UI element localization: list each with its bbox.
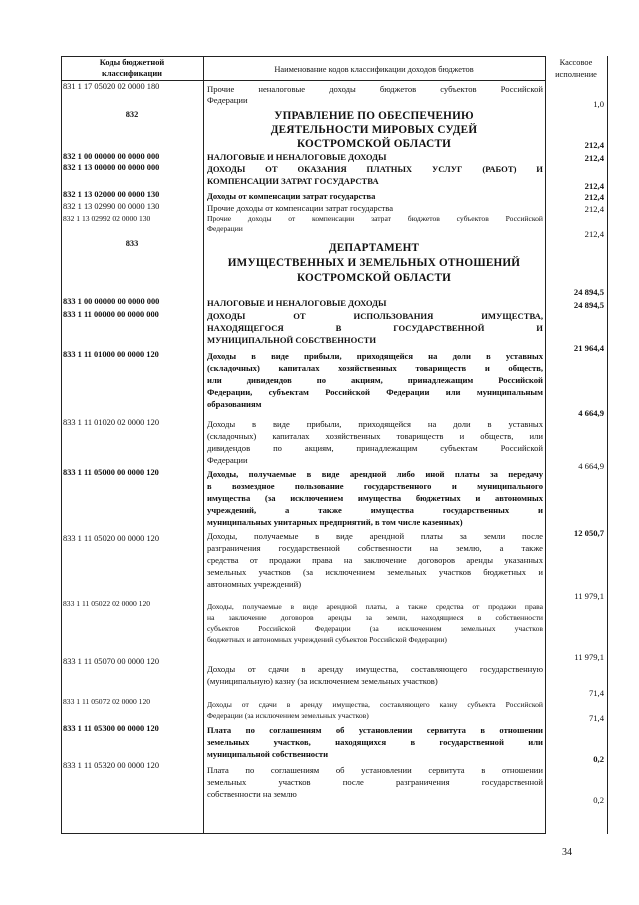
row-amount: 24 894,5 bbox=[573, 300, 604, 310]
row-amount: 4 664,9 bbox=[578, 408, 604, 418]
row-name: Федерации bbox=[207, 224, 243, 233]
row-name: в возмездное пользование государственного и муниципального bbox=[207, 481, 543, 491]
row-code: 832 1 13 02990 00 0000 130 bbox=[63, 202, 160, 211]
row-name: КОМПЕНСАЦИИ ЗАТРАТ ГОСУДАРСТВА bbox=[207, 176, 379, 186]
row-name: разграничения государственной собственности на землю, а также bbox=[207, 543, 543, 553]
row-name: автономных учреждений) bbox=[207, 579, 302, 589]
row-name: НАЛОГОВЫЕ И НЕНАЛОГОВЫЕ ДОХОДЫ bbox=[207, 152, 387, 162]
row-name: НАЛОГОВЫЕ И НЕНАЛОГОВЫЕ ДОХОДЫ bbox=[207, 298, 387, 308]
table-left-border bbox=[61, 56, 62, 834]
row-code: 831 1 17 05020 02 0000 180 bbox=[63, 82, 160, 91]
row-name: Доходы от компенсации затрат государства bbox=[207, 191, 376, 201]
row-name: ДОХОДЫ ОТ ОКАЗАНИЯ ПЛАТНЫХ УСЛУГ (РАБОТ) И bbox=[207, 164, 543, 174]
row-name: Федерации, субъектам Российской Федерации или муниципальным bbox=[207, 387, 543, 397]
row-name: МУНИЦИПАЛЬНОЙ СОБСТВЕННОСТИ bbox=[207, 335, 377, 345]
row-name: Доходы, получаемые в виде арендной платы, а также средства от продажи права bbox=[207, 602, 543, 611]
section-title: УПРАВЛЕНИЕ ПО ОБЕСПЕЧЕНИЮ bbox=[274, 110, 474, 122]
row-amount: 4 664,9 bbox=[578, 461, 604, 471]
row-name: Доходы, получаемые в виде арендной платы за земли после bbox=[207, 531, 543, 541]
row-amount: 11 979,1 bbox=[574, 591, 604, 601]
row-name: Прочие доходы от компенсации затрат бюджетов субъектов Российской bbox=[207, 214, 543, 223]
row-name: земельных участков (за исключением земельных участков бюджетных и bbox=[207, 567, 543, 577]
code-column-divider bbox=[203, 56, 204, 834]
row-name: Доходы, получаемые в виде арендной либо иной платы за передачу bbox=[207, 469, 543, 479]
row-name: муниципальных унитарных предприятий, в том числе казенных) bbox=[207, 517, 463, 527]
header-bottom-border bbox=[61, 80, 546, 81]
row-code: 833 1 11 05300 00 0000 120 bbox=[63, 724, 159, 733]
row-code: 833 1 11 00000 00 0000 000 bbox=[63, 310, 159, 319]
row-amount: 12 050,7 bbox=[573, 528, 604, 538]
row-name: НАХОДЯЩЕГОСЯ В ГОСУДАРСТВЕННОЙ И bbox=[207, 323, 543, 333]
row-name: имущества (за исключением имущества бюджетных и автономных bbox=[207, 493, 543, 503]
row-name: средства от продажи права на заключение договоров аренды указанных bbox=[207, 555, 543, 565]
row-code: 832 1 00 00000 00 0000 000 bbox=[63, 152, 160, 161]
row-amount: 24 894,5 bbox=[573, 287, 604, 297]
row-code: 833 1 11 05000 00 0000 120 bbox=[63, 468, 159, 477]
row-name: Прочие доходы от компенсации затрат государства bbox=[207, 203, 394, 213]
row-amount: 21 964,4 bbox=[573, 343, 604, 353]
row-name: Прочие неналоговые доходы бюджетов субъектов Российской bbox=[207, 84, 543, 94]
row-amount: 212,4 bbox=[584, 181, 604, 191]
row-amount: 11 979,1 bbox=[574, 652, 604, 662]
row-amount: 212,4 bbox=[584, 229, 604, 239]
table-bottom-border bbox=[61, 833, 546, 834]
row-code: 833 1 11 05072 02 0000 120 bbox=[63, 697, 151, 706]
header-amount-line2: исполнение bbox=[555, 70, 597, 79]
row-code: 833 1 11 05020 00 0000 120 bbox=[63, 534, 160, 543]
row-name: дивидендов по акциям, принадлежащим субъектам Российской bbox=[207, 443, 543, 453]
row-amount: 71,4 bbox=[588, 713, 604, 723]
row-name: (складочных) капиталах хозяйственных товариществ и обществ, bbox=[207, 363, 543, 373]
row-name: Доходы от сдачи в аренду имущества, составляющего казну субъекта Российской bbox=[207, 700, 543, 709]
section-title: КОСТРОМСКОЙ ОБЛАСТИ bbox=[296, 272, 452, 284]
row-name: ДОХОДЫ ОТ ИСПОЛЬЗОВАНИЯ ИМУЩЕСТВА, bbox=[207, 311, 543, 321]
row-name: Плата по соглашениям об установлении сервитута в отношении bbox=[207, 765, 543, 775]
page-number: 34 bbox=[562, 847, 572, 858]
row-amount: 212,4 bbox=[584, 192, 604, 202]
row-name: Федерации bbox=[207, 95, 248, 105]
header-code-line2: классификации bbox=[102, 69, 162, 78]
row-name: Доходы в виде прибыли, приходящейся на доли в уставных bbox=[207, 419, 543, 429]
row-code: 833 1 11 01020 02 0000 120 bbox=[63, 418, 160, 427]
row-name: субъектов Российской Федерации (за исключением земельных участков bbox=[207, 624, 543, 633]
row-name: муниципальной собственности bbox=[207, 749, 329, 759]
row-code: 833 1 11 01000 00 0000 120 bbox=[63, 350, 159, 359]
row-amount: 71,4 bbox=[588, 688, 604, 698]
section-title: КОСТРОМСКОЙ ОБЛАСТИ bbox=[296, 138, 452, 150]
section-title: ДЕЯТЕЛЬНОСТИ МИРОВЫХ СУДЕЙ bbox=[270, 124, 478, 136]
row-amount: 0,2 bbox=[593, 795, 604, 805]
row-name: (складочных) капиталах хозяйственных товариществ и обществ, или bbox=[207, 431, 543, 441]
row-name: учреждений, а также имущества государственных и bbox=[207, 505, 543, 515]
section-title: ИМУЩЕСТВЕННЫХ И ЗЕМЕЛЬНЫХ ОТНОШЕНИЙ bbox=[227, 257, 521, 269]
row-name: собственности на землю bbox=[207, 789, 297, 799]
section-title: ДЕПАРТАМЕНТ bbox=[328, 242, 420, 254]
row-name: (муниципальную) казну (за исключением земельных участков) bbox=[207, 676, 438, 686]
row-name: Федерации bbox=[207, 455, 248, 465]
row-code: 833 1 00 00000 00 0000 000 bbox=[63, 297, 160, 306]
header-name: Наименование кодов классификации доходов бюджетов bbox=[274, 65, 474, 74]
row-code: 832 1 13 02000 00 0000 130 bbox=[63, 190, 160, 199]
row-name: Плата по соглашениям об установлении сервитута в отношении bbox=[207, 725, 543, 735]
row-code: 832 1 13 02992 02 0000 130 bbox=[63, 214, 151, 223]
row-amount: 0,2 bbox=[593, 754, 604, 764]
table-top-border bbox=[61, 56, 546, 57]
row-amount: 212,4 bbox=[584, 153, 604, 163]
row-code: 833 1 11 05022 02 0000 120 bbox=[63, 599, 151, 608]
row-name: Федерации (за исключением земельных участков) bbox=[207, 711, 369, 720]
row-code: 832 1 13 00000 00 0000 000 bbox=[63, 163, 160, 172]
row-name: на заключение договоров аренды за земли, находящиеся в собственности bbox=[207, 613, 543, 622]
section-code: 833 bbox=[125, 239, 139, 248]
row-code: 833 1 11 05070 00 0000 120 bbox=[63, 657, 160, 666]
header-amount-line1: Кассовое bbox=[559, 58, 593, 67]
row-code: 833 1 11 05320 00 0000 120 bbox=[63, 761, 160, 770]
row-name: Доходы от сдачи в аренду имущества, составляющего государственную bbox=[207, 664, 543, 674]
row-amount: 212,4 bbox=[584, 204, 604, 214]
row-name: или дивидендов по акциям, принадлежащим Российской bbox=[207, 375, 543, 385]
row-name: бюджетных и автономных учреждений субъектов Российской Федерации) bbox=[207, 635, 447, 644]
row-amount: 212,4 bbox=[584, 140, 604, 150]
row-amount: 1,0 bbox=[593, 99, 604, 109]
section-code: 832 bbox=[125, 110, 139, 119]
row-name: Доходы в виде прибыли, приходящейся на доли в уставных bbox=[207, 351, 543, 361]
row-name: земельных участков, находящихся в государственной или bbox=[207, 737, 543, 747]
table-right-border bbox=[607, 56, 608, 834]
row-name: образованиям bbox=[207, 399, 262, 409]
row-name: земельных участков после разграничения государственной bbox=[207, 777, 543, 787]
header-code-line1: Коды бюджетной bbox=[99, 58, 165, 67]
